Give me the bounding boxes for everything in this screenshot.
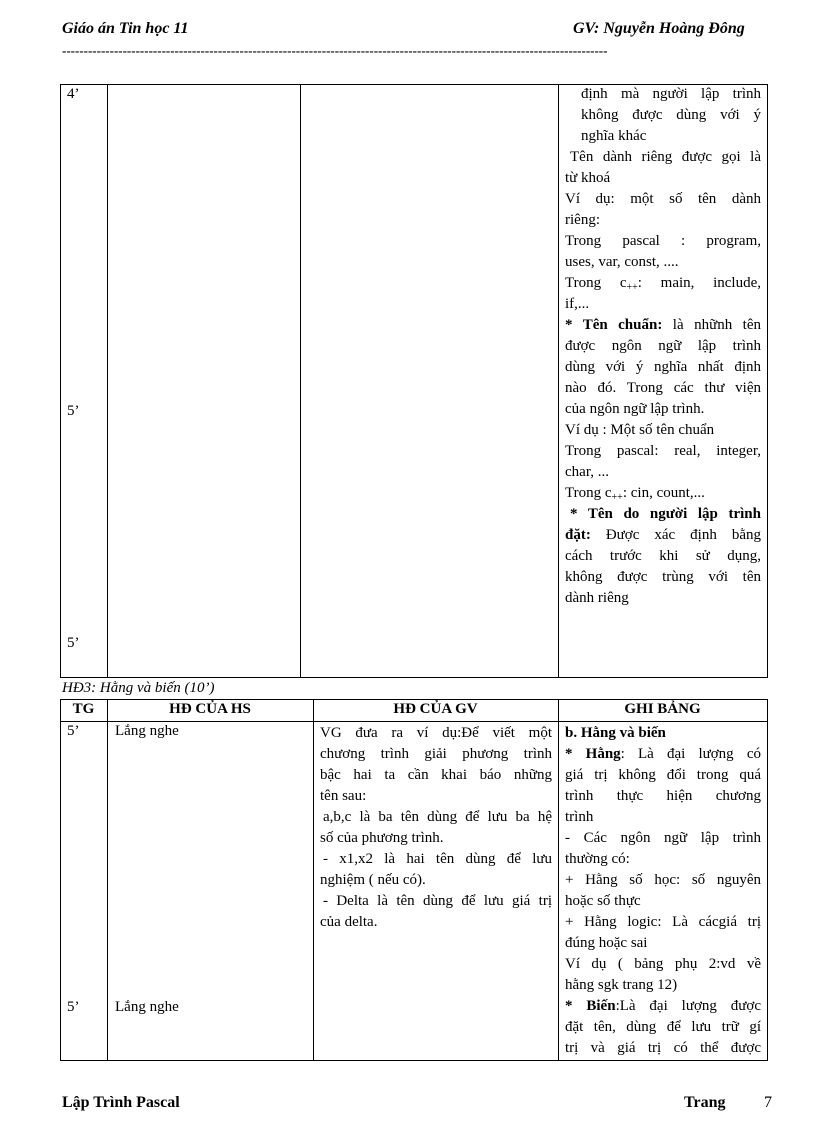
hs-cell: Lắng nghe [115, 999, 179, 1015]
header-hs: HĐ CỦA HS [169, 701, 251, 717]
header-tg: TG [72, 701, 95, 717]
tg-cell: 4’ [67, 86, 80, 102]
tg-cell: 5’ [67, 999, 80, 1015]
tg-cell: 5’ [67, 635, 80, 651]
gv-cell: VG đưa ra ví dụ:Để viết một chương trình giải phương trình bậc hai ta cần khai báo những tên sau: a,b,c là ba tên dùng để lưu ba hệ số của phương trình. - x1,x2 là hai tên dùng để lưu nghiệm ( nếu có). - Delta là tên dùng để lưu giá trị của delta. [320, 725, 552, 930]
tg-cell: 5’ [67, 723, 80, 739]
ghi-bang-cell: định mà người lập trình không được dùng với ý nghĩa khác Tên dành riêng được gọi là từ khoá Ví dụ: một số tên dành riêng: Trong pascal : program, uses, var, const, .... Trong $c_{++}$: main, include, if,... * Tên chuẩn: là nhữnh tên được ngôn ngữ lập trình dùng với ý nghĩa nhất định nào đó. Trong các thư viện của ngôn ngữ lập trình. Ví dụ : Một số tên chuẩn Trong pascal: real, integer, char, ... Trong $c_{++}$: cin, count,... * Tên do người lập trình đặt: Được xác định bằng cách trước khi sử dụng, không được trùng với tên dành riêng [565, 86, 762, 606]
teacher-name: GV: Nguyễn Hoàng Đông [573, 20, 745, 37]
footer-title: Lập Trình Pascal [62, 1094, 180, 1111]
section-title: HĐ3: Hằng và biến (10’) [62, 680, 215, 696]
header-divider: ------------------------------------------------------------------------------------------------------------------------------ [62, 44, 608, 58]
footer-page-label: Trang [684, 1094, 726, 1111]
hs-cell: Lắng nghe [115, 723, 179, 739]
page-number: 7 [764, 1094, 772, 1111]
course-title: Giáo án Tin học 11 [62, 20, 189, 37]
tg-cell: 5’ [67, 403, 80, 419]
header-gv: HĐ CỦA GV [393, 701, 478, 717]
header-gb: GHI BẢNG [624, 701, 701, 717]
gb-cell: b. Hằng và biến * Hằng: Là đại lượng có giá trị không đổi trong quá trình thực hiện chương trình - Các ngôn ngữ lập trình thường có: + Hằng số học: số nguyên hoặc số thực + Hằng logic: Là cácgiá trị đúng hoặc sai Ví dụ ( bảng phụ 2:vd về hằng sgk trang 12) * Biến:Là đại lượng được đặt tên, dùng để lưu trữ gí trị và giá trị có thể được [565, 725, 761, 1056]
